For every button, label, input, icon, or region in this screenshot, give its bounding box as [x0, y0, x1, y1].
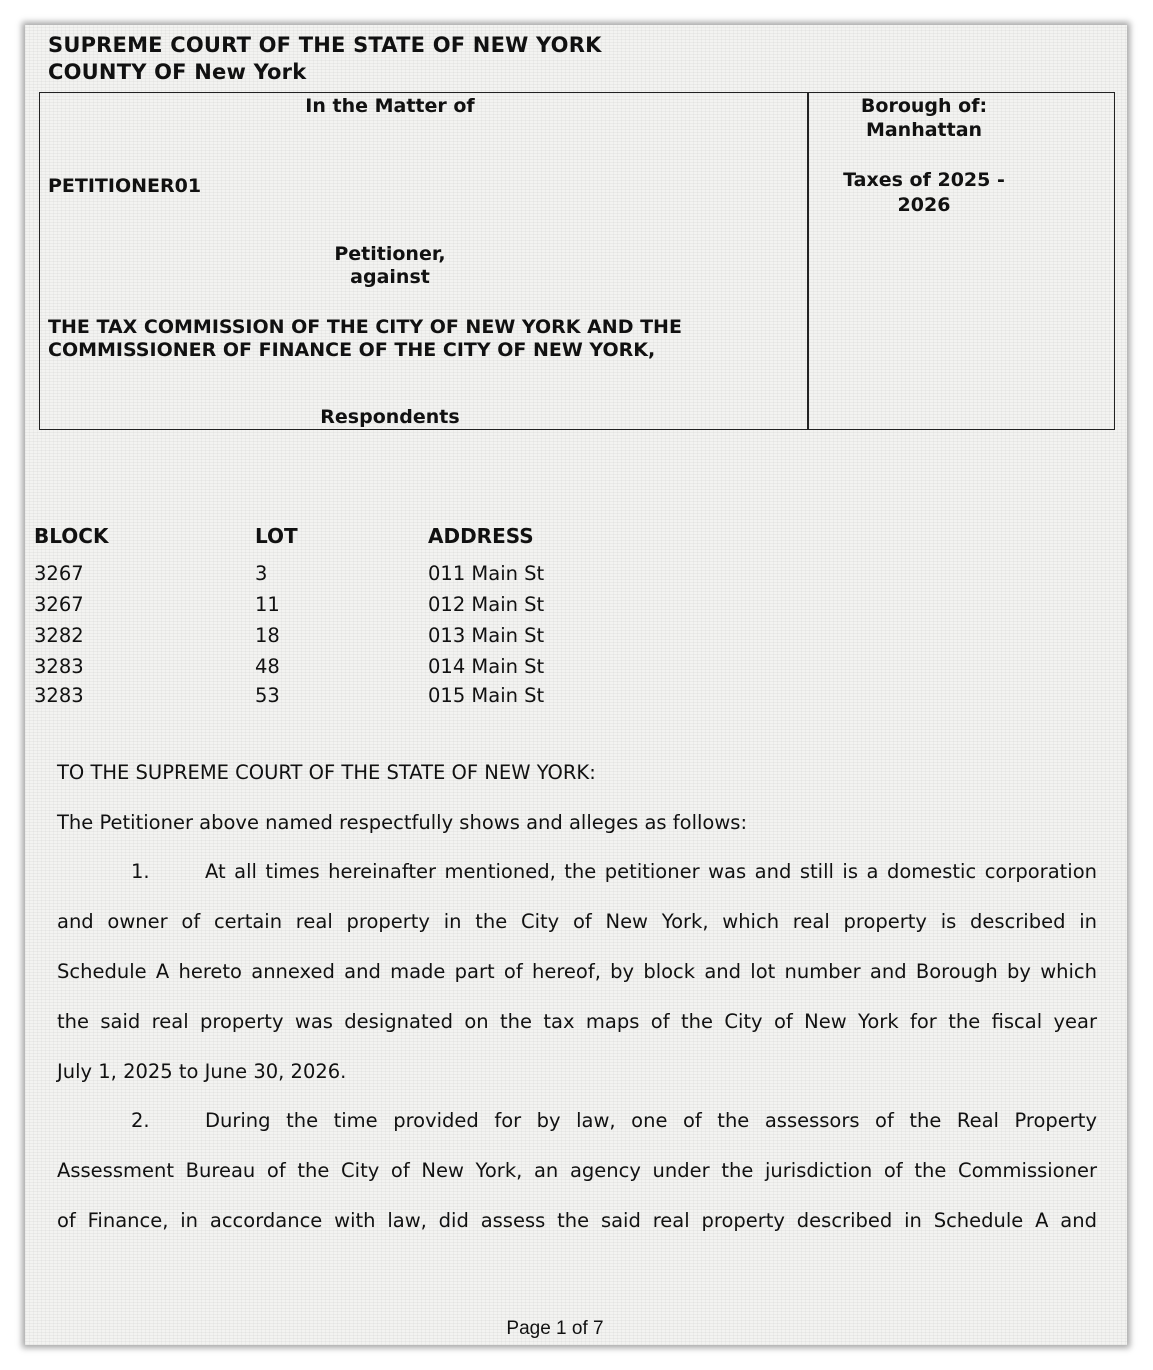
borough-value: Manhattan: [865, 119, 983, 141]
against-label: against: [350, 266, 430, 288]
paragraph-line: and owner of certain real property in the City of New York, which real property is described in: [57, 910, 1097, 933]
block-cell: 3283: [34, 684, 84, 707]
page-number: Page 1 of 7: [506, 1318, 604, 1339]
paragraph-line: July 1, 2025 to June 30, 2026.: [57, 1060, 347, 1083]
court-title: SUPREME COURT OF THE STATE OF NEW YORK: [48, 33, 602, 57]
paragraph-line: 1. At all times hereinafter mentioned, the petitioner was and still is a domestic corporation: [57, 847, 1097, 897]
respondents-line-1: THE TAX COMMISSION OF THE CITY OF NEW YORK AND THE: [48, 316, 682, 338]
taxes-line-2: 2026: [897, 194, 951, 216]
address-cell: 014 Main St: [428, 655, 545, 678]
respondents-line-2: COMMISSIONER OF FINANCE OF THE CITY OF NEW YORK,: [48, 339, 656, 361]
block-cell: 3267: [34, 593, 84, 616]
paragraph-number: 1.: [131, 860, 150, 883]
court-address-line: TO THE SUPREME COURT OF THE STATE OF NEW YORK:: [57, 761, 596, 784]
petitioner-role: Petitioner,: [334, 243, 446, 265]
block-cell: 3282: [34, 624, 84, 647]
paragraph-line: of Finance, in accordance with law, did assess the said real property described in Schedule A and: [57, 1209, 1097, 1232]
block-cell: 3283: [34, 655, 84, 678]
caption-box: [39, 92, 1115, 430]
petitioner-name: PETITIONER01: [48, 175, 202, 197]
borough-label: Borough of:: [860, 95, 988, 117]
county-title: COUNTY OF New York: [48, 60, 307, 84]
paragraph-line: 2. During the time provided for by law, one of the assessors of the Real Property: [57, 1096, 1097, 1146]
paragraph-line: Schedule A hereto annexed and made part of hereof, by block and lot number and Borough by which: [57, 960, 1097, 983]
paragraph-number: 2.: [131, 1109, 150, 1132]
paragraph-2: [57, 1096, 1097, 1246]
intro-line: The Petitioner above named respectfully shows and alleges as follows:: [57, 811, 748, 834]
address-cell: 011 Main St: [428, 562, 545, 585]
paragraph-line: Assessment Bureau of the City of New York, an agency under the jurisdiction of the Commissioner: [57, 1159, 1097, 1182]
paragraph-1: [57, 847, 1097, 1097]
lot-cell: 3: [255, 562, 268, 585]
address-cell: 013 Main St: [428, 624, 545, 647]
lot-cell: 53: [255, 684, 280, 707]
taxes-line-1: Taxes of 2025 -: [843, 169, 1005, 191]
lot-cell: 18: [255, 624, 280, 647]
caption-divider: [807, 93, 809, 429]
in-matter-of: In the Matter of: [305, 95, 475, 117]
address-cell: 012 Main St: [428, 593, 545, 616]
column-header-lot: LOT: [255, 524, 298, 548]
column-header-address: ADDRESS: [428, 524, 534, 548]
address-cell: 015 Main St: [428, 684, 545, 707]
lot-cell: 48: [255, 655, 280, 678]
column-header-block: BLOCK: [34, 524, 109, 548]
block-cell: 3267: [34, 562, 84, 585]
respondents-role: Respondents: [320, 406, 460, 428]
paragraph-line: the said real property was designated on the tax maps of the City of New York for the fiscal year: [57, 1010, 1097, 1033]
document-page: [25, 25, 1127, 1345]
lot-cell: 11: [255, 593, 280, 616]
